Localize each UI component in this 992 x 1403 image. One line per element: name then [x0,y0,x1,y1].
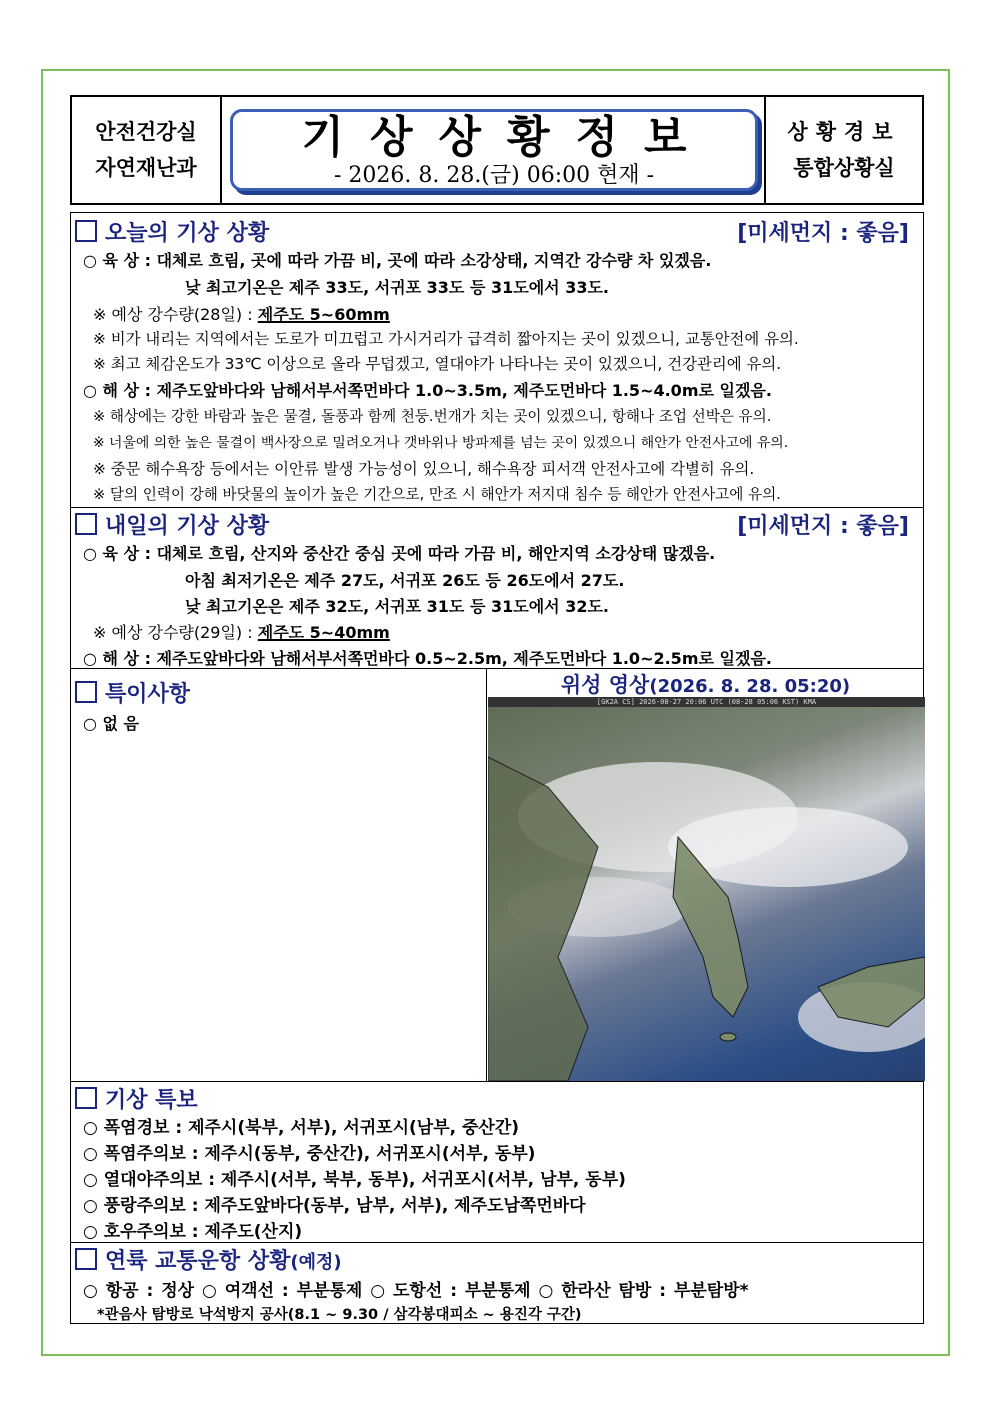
warning-item: ○ 폭염경보 : 제주시(북부, 서부), 서귀포시(남부, 중산간) [83,1118,520,1138]
office-line2: 통합상황실 [793,156,895,180]
header [70,95,924,205]
checkbox-icon [75,220,97,242]
tomorrow-dust: [미세먼지 : 좋음] [737,514,909,539]
warning-item: ○ 호우주의보 : 제주도(산지) [83,1222,303,1242]
today-sea-note-3: ※ 중문 해수욕장 등에서는 이안류 발생 가능성이 있으니, 해수욕장 피서객 안전사고에 각별히 유의. [93,460,755,478]
transport-section-title: 연륙 교통운항 상황(예정) [75,1244,342,1275]
divider [71,1242,923,1243]
divider [71,507,923,508]
department-line2: 자연재난과 [95,156,197,180]
checkbox-icon [75,513,97,535]
today-rain: ※ 예상 강수량(28일) : 제주도 5~60mm [93,305,390,324]
warning-item: ○ 폭염주의보 : 제주시(동부, 중산간), 서귀포시(서부, 동부) [83,1144,536,1164]
checkbox-icon [75,681,97,703]
tomorrow-section-title: 내일의 기상 상황 [75,509,269,540]
divider [71,1081,923,1082]
tomorrow-land-max: 낮 최고기온은 제주 32도, 서귀포 31도 등 31도에서 32도. [185,597,609,616]
transport-status: ○ 항공 : 정상 ○ 여객선 : 부분통제 ○ 도항선 : 부분통제 ○ 한라산 탐방 : 부분탐방* [83,1281,749,1301]
transport-note: *관음사 탐방로 낙석방지 공사(8.1 ~ 9.30 / 삼각봉대피소 ~ 용진각 구간) [97,1307,582,1323]
warnings-section-title: 기상 특보 [75,1083,198,1114]
tomorrow-land: ○ 육 상 : 대체로 흐림, 산지와 중산간 중심 곳에 따라 가끔 비, 해안지역 소강상태 많겠음. [83,544,716,563]
today-sea: ○ 해 상 : 제주도앞바다와 남해서부서쪽먼바다 1.0~3.5m, 제주도먼바다 1.5~4.0m로 일겠음. [83,381,772,400]
checkbox-icon [75,1248,97,1270]
tomorrow-land-min: 아침 최저기온은 제주 27도, 서귀포 26도 등 26도에서 27도. [185,571,625,590]
page-title: 기상상황정보 [301,112,713,163]
today-land-temp: 낮 최고기온은 제주 33도, 서귀포 33도 등 31도에서 33도. [185,278,609,297]
jeju-island [720,1033,736,1041]
report-body [70,212,924,1324]
today-sea-note-2: ※ 너울에 의한 높은 물결이 백사장으로 밀려오거나 갯바위나 방파제를 넘는 곳이 있겠으니 해안가 안전사고에 유의. [93,435,789,451]
checkbox-icon [75,1087,97,1109]
today-dust: [미세먼지 : 좋음] [737,221,909,246]
page-subtitle: - 2026. 8. 28.(금) 06:00 현재 - [333,163,655,188]
satellite-map-svg [488,697,925,1081]
column-divider [486,669,487,1081]
satellite-title: 위성 영상(2026. 8. 28. 05:20) [560,673,851,697]
special-item: ○ 없 음 [83,714,140,733]
today-note-1: ※ 비가 내리는 지역에서는 도로가 미끄럽고 가시거리가 급격히 짧아지는 곳이 있겠으니, 교통안전에 유의. [93,330,799,348]
department-line1: 안전건강실 [95,120,197,144]
tomorrow-sea: ○ 해 상 : 제주도앞바다와 남해서부서쪽먼바다 0.5~2.5m, 제주도먼바다 1.0~2.5m로 일겠음. [83,649,772,668]
office-box [764,97,922,203]
today-sea-note-4: ※ 달의 인력이 강해 바닷물의 높이가 높은 기간으로, 만조 시 해안가 저지대 침수 등 해안가 안전사고에 유의. [93,486,781,503]
satellite-image [488,697,925,1081]
special-section-title: 특이사항 [75,677,190,708]
warning-item: ○ 열대야주의보 : 제주시(서부, 북부, 동부), 서귀포시(서부, 남부, 동부) [83,1170,626,1190]
satellite-caption: [GK2A CS] 2026-08-27 20:06 UTC (08-28 05:06 KST) KMA [488,697,925,707]
office-line1: 상황경보 [787,120,901,144]
tomorrow-rain: ※ 예상 강수량(29일) : 제주도 5~40mm [93,623,390,642]
today-sea-note-1: ※ 해상에는 강한 바람과 높은 물결, 돌풍과 함께 천둥.번개가 치는 곳이 있겠으니, 항해나 조업 선박은 유의. [93,408,772,425]
today-note-2: ※ 최고 체감온도가 33℃ 이상으로 올라 무덥겠고, 열대야가 나타나는 곳이 있겠으니, 건강관리에 유의. [93,355,782,373]
title-box [230,109,758,191]
warning-item: ○ 풍랑주의보 : 제주도앞바다(동부, 남부, 서부), 제주도남쪽먼바다 [83,1196,586,1216]
today-land: ○ 육 상 : 대체로 흐림, 곳에 따라 가끔 비, 곳에 따라 소강상태, 지역간 강수량 차 있겠음. [83,251,712,270]
department-box [72,97,222,203]
today-section-title: 오늘의 기상 상황 [75,216,269,247]
